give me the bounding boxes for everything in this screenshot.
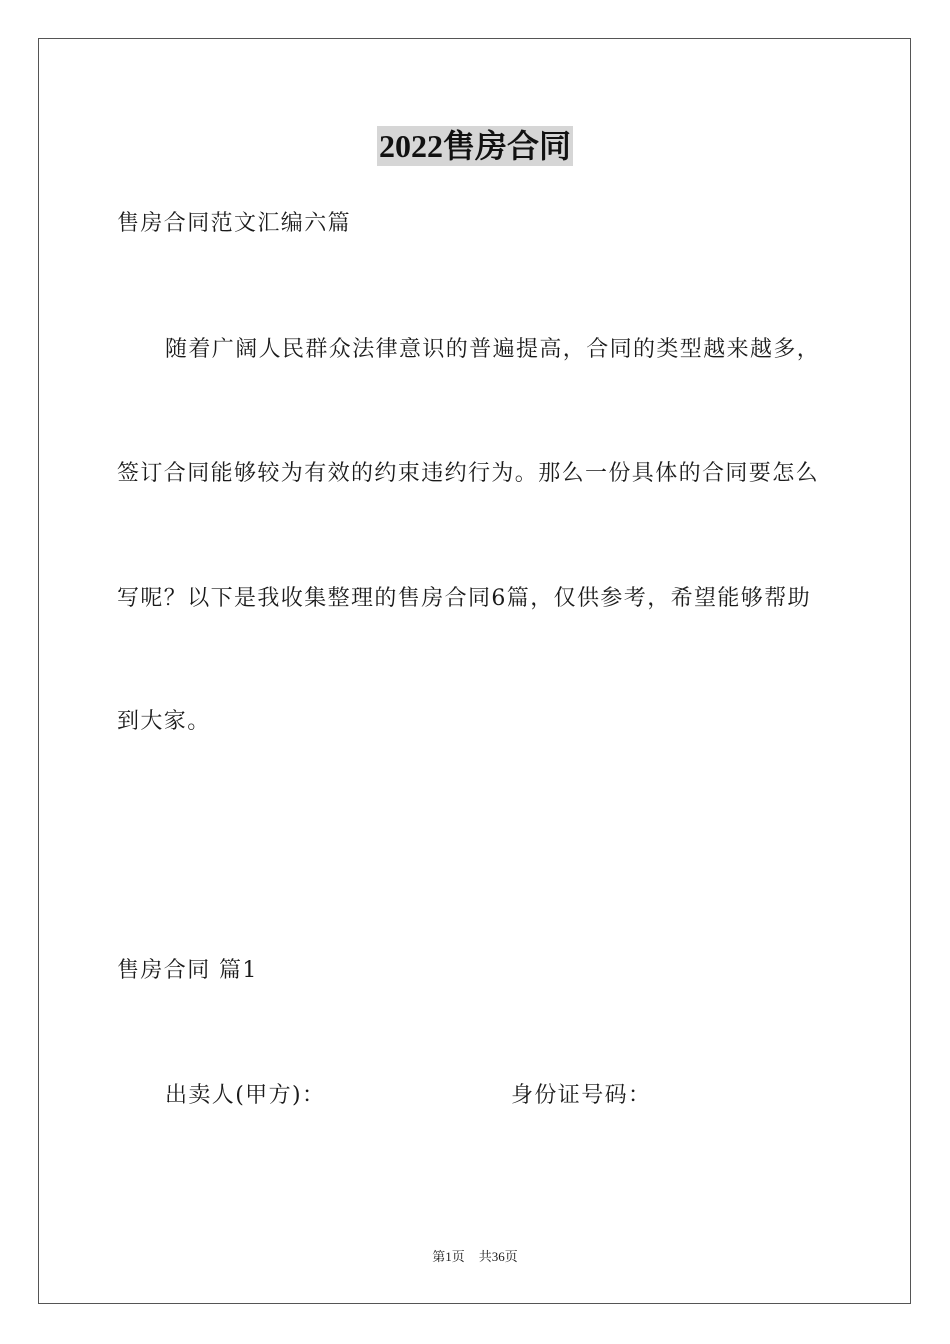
document-title: 2022售房合同 — [378, 128, 571, 164]
intro-paragraph-line-2: 签订合同能够较为有效的约束违约行为。那么一份具体的合同要怎么 — [117, 461, 820, 486]
intro-paragraph-line-4: 到大家。 — [117, 709, 211, 734]
section-heading: 售房合同 篇1 — [117, 958, 258, 983]
id-number-label: 身份证号码： — [511, 1083, 652, 1108]
seller-label: 出卖人(甲方)： — [165, 1083, 326, 1108]
document-subtitle: 售房合同范文汇编六篇 — [117, 211, 352, 236]
page-total: 共36页 — [478, 1249, 518, 1264]
intro-paragraph-line-1: 随着广阔人民群众法律意识的普遍提高，合同的类型越来越多， — [165, 337, 821, 362]
intro-paragraph-line-3: 写呢？以下是我收集整理的售房合同6篇，仅供参考，希望能够帮助 — [117, 586, 811, 611]
page-footer — [0, 1248, 950, 1266]
title-container — [0, 126, 950, 166]
page-number: 第1页 — [432, 1249, 465, 1264]
